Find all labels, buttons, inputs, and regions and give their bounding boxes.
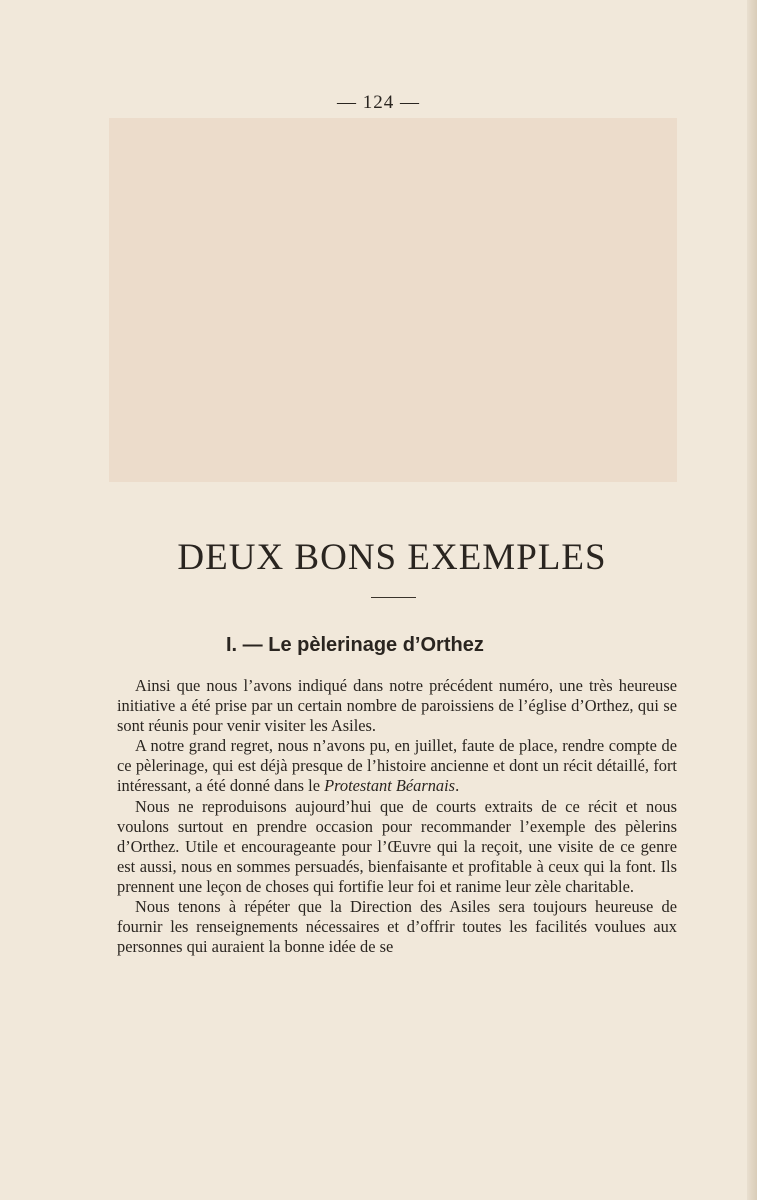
page-number: — 124 — xyxy=(337,92,420,113)
article-body xyxy=(117,676,677,957)
article-title: DEUX BONS EXEMPLES xyxy=(177,537,607,578)
paragraph-4: Nous tenons à répéter que la Direction des Asiles sera toujours heureuse de fournir les renseignements nécessaires et d’offrir toutes les facilités voulues aux personnes qui auraient la bonne idée de se xyxy=(117,897,677,957)
publication-title: Protestant Béarnais xyxy=(324,776,456,796)
paragraph-3: Nous ne reproduisons aujourd’hui que de courts extraits de ce récit et nous voulons surtout en prendre occasion pour recommander l’exemple des pèlerins d’Orthez. Utile et encourageante pour l’Œuvre qui la reçoit, une visite de ce genre est aussi, nous en sommes persuadés, bienfaisante et profitable à ceux qui la font. Ils prennent une leçon de choses qui fortifie leur foi et ranime leur zèle charitable. xyxy=(117,796,677,896)
page-edge xyxy=(747,0,757,1200)
paragraph-1: Ainsi que nous l’avons indiqué dans notre précédent numéro, une très heureuse initiative a été prise par un certain nombre de paroissiens de l’église d’Orthez, qui se sont réunis pour venir visiter les Asiles. xyxy=(117,676,677,736)
paragraph-2 xyxy=(117,736,677,796)
paragraph-2-text: A notre grand regret, nous n’avons pu, en juillet, faute de place, rendre compte de ce pèlerinage, qui est déjà presque de l’histoire ancienne et dont un récit détaillé, fort intéressant, a été donné dans le xyxy=(117,736,677,796)
section-heading: I. — Le pèlerinage d’Orthez xyxy=(226,634,484,656)
title-divider xyxy=(371,597,416,598)
paragraph-2-end: . xyxy=(455,776,460,796)
illustration-placeholder xyxy=(109,118,677,482)
